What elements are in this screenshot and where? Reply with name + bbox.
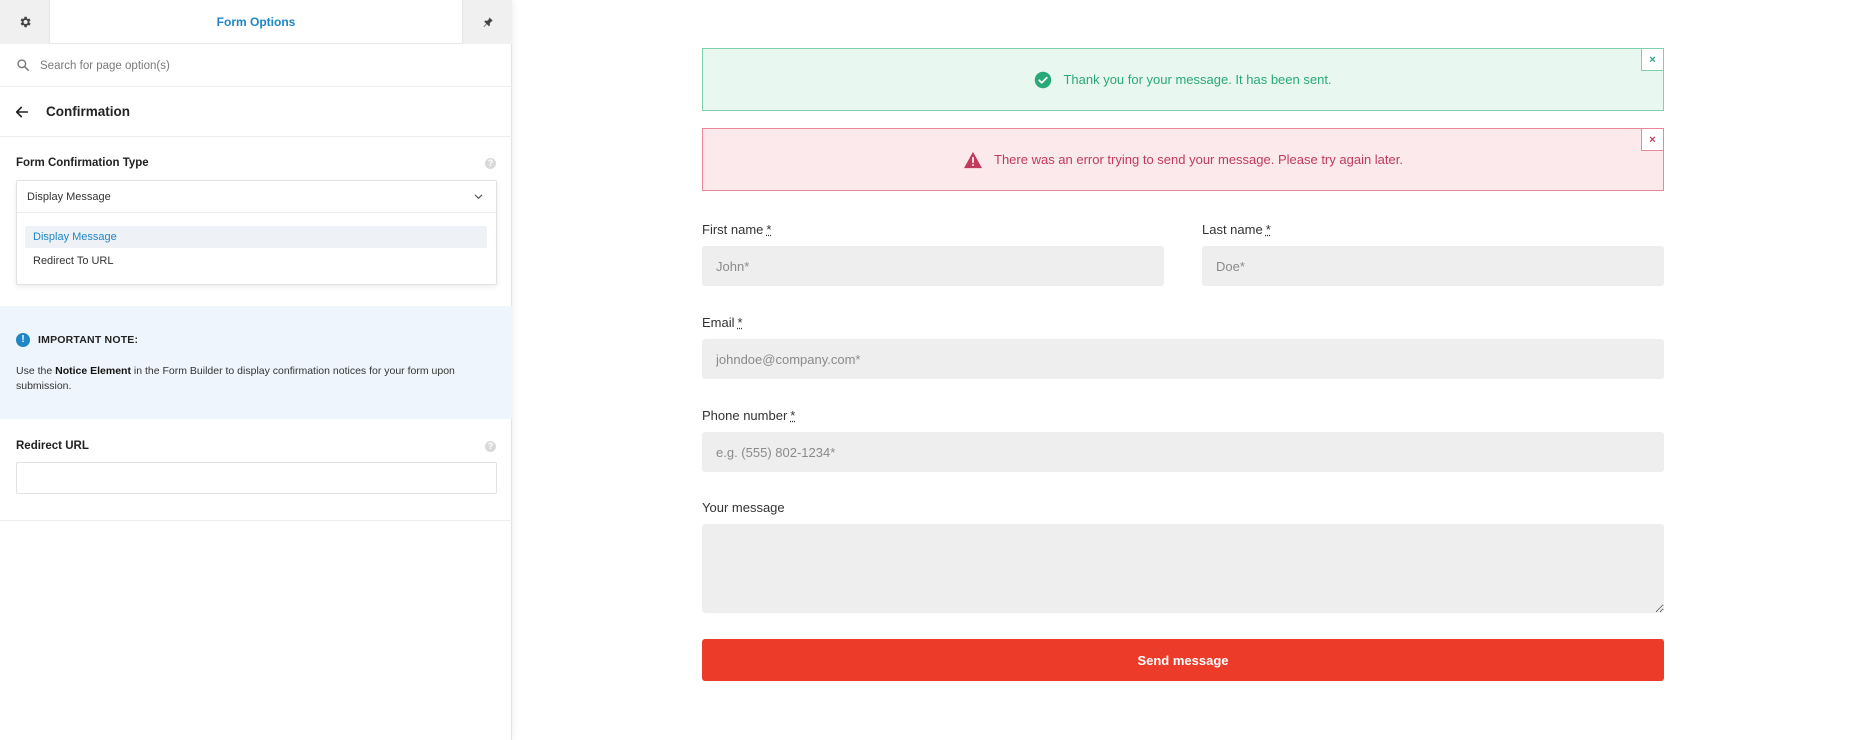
divider: [0, 520, 512, 521]
pin-icon: [482, 16, 494, 28]
success-notice: [702, 48, 1664, 111]
confirmation-type-select[interactable]: [16, 180, 497, 285]
option-display-message[interactable]: Display Message: [25, 226, 487, 248]
email-label: Email *: [702, 315, 743, 330]
option-redirect-to-url[interactable]: Redirect To URL: [33, 255, 114, 267]
warning-icon: [963, 151, 983, 169]
note-emphasis: Notice Element: [55, 365, 131, 377]
error-notice: [702, 128, 1664, 191]
required-mark: *: [790, 408, 796, 423]
redirect-url-input[interactable]: [16, 462, 497, 494]
options-sidebar: [0, 0, 512, 740]
select-current-value[interactable]: [17, 181, 496, 213]
phone-input[interactable]: [702, 432, 1664, 472]
breadcrumb: [0, 88, 512, 137]
pin-button[interactable]: [462, 0, 512, 44]
required-mark: *: [1265, 222, 1271, 237]
help-icon[interactable]: ?: [485, 158, 496, 169]
first-name-label: First name *: [702, 222, 772, 237]
phone-label: Phone number *: [702, 408, 796, 423]
options-search: [0, 44, 512, 87]
note-heading: IMPORTANT NOTE:: [38, 334, 139, 346]
close-icon[interactable]: ×: [1641, 128, 1664, 151]
first-name-input[interactable]: [702, 246, 1164, 286]
panel-title: Form Options: [216, 15, 296, 29]
chevron-down-icon: [473, 191, 484, 202]
search-input[interactable]: [40, 54, 490, 78]
search-icon: [16, 58, 30, 72]
error-message: There was an error trying to send your message. Please try again later.: [994, 152, 1403, 167]
selected-option-label: Display Message: [27, 190, 111, 203]
email-input[interactable]: [702, 339, 1664, 379]
message-label: Your message: [702, 500, 785, 515]
settings-button[interactable]: [0, 0, 50, 44]
back-arrow-icon[interactable]: [14, 104, 30, 120]
redirect-url-label: Redirect URL: [16, 440, 89, 452]
success-message: Thank you for your message. It has been sent.: [1063, 72, 1332, 87]
last-name-label: Last name *: [1202, 222, 1271, 237]
help-icon[interactable]: ?: [485, 441, 496, 452]
important-note: [0, 306, 512, 419]
required-mark: *: [737, 315, 743, 330]
confirmation-type-label: Form Confirmation Type: [16, 157, 149, 169]
section-title: Confirmation: [46, 104, 130, 119]
check-circle-icon: [1034, 71, 1052, 89]
last-name-input[interactable]: [1202, 246, 1664, 286]
send-message-button[interactable]: Send message: [702, 639, 1664, 681]
close-icon[interactable]: ×: [1641, 48, 1664, 71]
required-mark: *: [766, 222, 772, 237]
gear-icon: [18, 15, 32, 29]
message-textarea[interactable]: [702, 524, 1664, 613]
note-text: Use the Notice Element in the Form Builder to display confirmation notices for your form upon submission.: [16, 365, 455, 392]
info-icon: !: [16, 333, 30, 347]
sidebar-topbar: [0, 0, 512, 44]
